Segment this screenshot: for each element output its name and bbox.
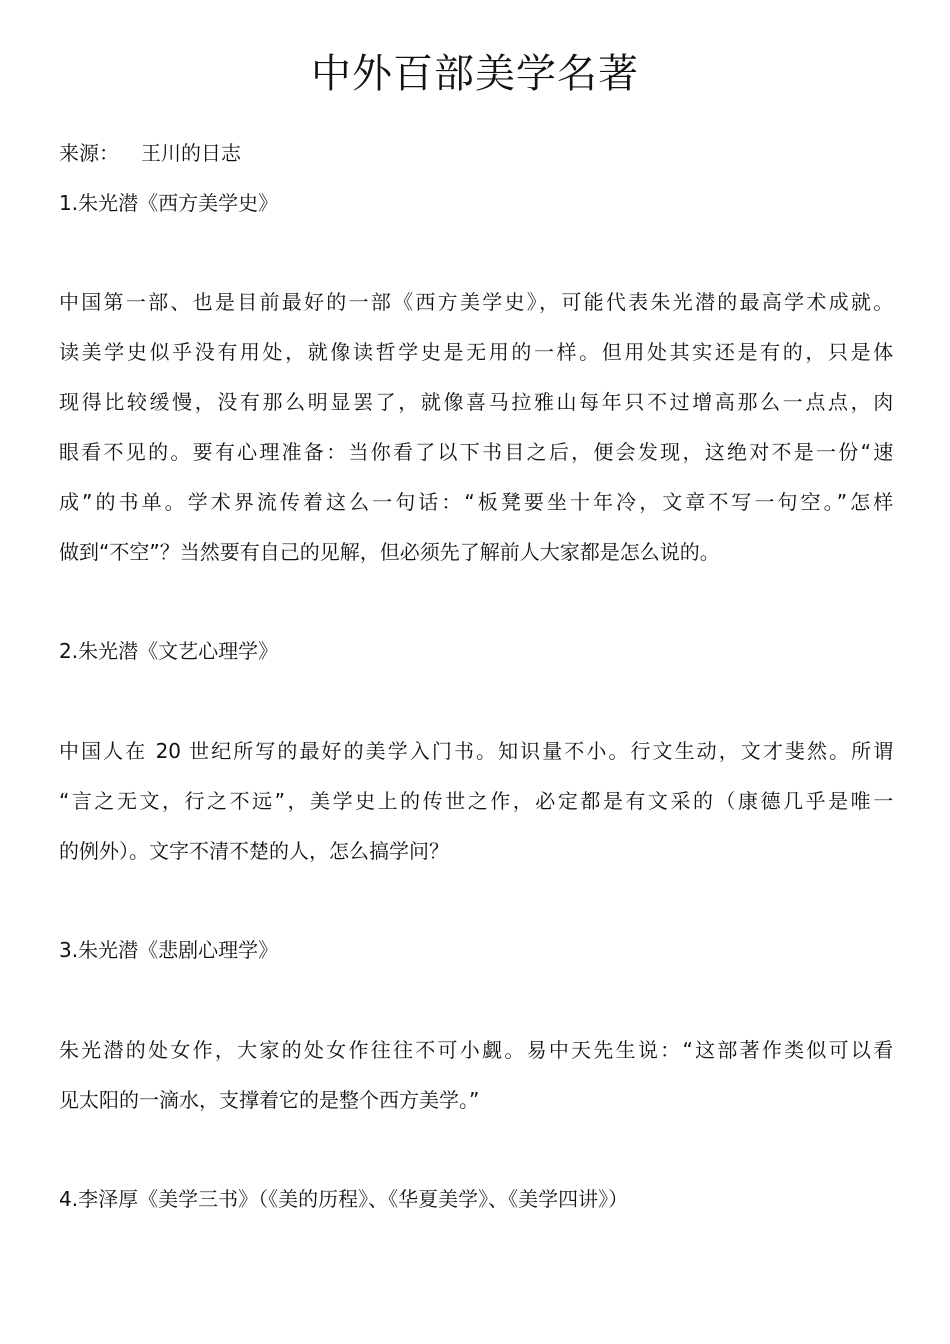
section-1-line-1: 中国第一部、也是目前最好的一部《西方美学史》，可能代表朱光潜的最高学术成就。 (59, 290, 893, 314)
section-1-line-5: 成”的书单。学术界流传着这么一句话：“板凳要坐十年冷，文章不写一句空。”怎样 (59, 490, 893, 514)
section-3-line-2: 见太阳的一滴水，支撑着它的是整个西方美学。” (59, 1088, 480, 1112)
section-3-line-1: 朱光潜的处女作，大家的处女作往往不可小觑。易中天先生说：“这部著作类似可以看 (59, 1038, 893, 1062)
source-label: 来源： (59, 141, 119, 165)
section-2-line-1: 中国人在 20 世纪所写的最好的美学入门书。知识量不小。行文生动，文才斐然。所谓 (59, 739, 893, 763)
section-1-line-4: 眼看不见的。要有心理准备：当你看了以下书目之后，便会发现，这绝对不是一份“速 (59, 440, 893, 464)
section-heading-1: 1.朱光潜《西方美学史》 (59, 191, 279, 215)
document-title: 中外百部美学名著 (311, 51, 639, 97)
section-2-line-3: 的例外）。文字不清不楚的人，怎么搞学问？ (59, 839, 449, 863)
source-value: 王川的日志 (141, 141, 241, 165)
section-heading-3: 3.朱光潜《悲剧心理学》 (59, 938, 279, 962)
section-1-line-6: 做到“不空”？当然要有自己的见解，但必须先了解前人大家都是怎么说的。 (59, 540, 720, 564)
section-1-line-2: 读美学史似乎没有用处，就像读哲学史是无用的一样。但用处其实还是有的，只是体 (59, 340, 893, 364)
section-1-line-3: 现得比较缓慢，没有那么明显罢了，就像喜马拉雅山每年只不过增高那么一点点，肉 (59, 390, 893, 414)
section-heading-2: 2.朱光潜《文艺心理学》 (59, 639, 279, 663)
source-line (59, 139, 893, 167)
section-2-line-2: “言之无文，行之不远”，美学史上的传世之作，必定都是有文采的（康德几乎是唯一 (59, 789, 893, 813)
section-heading-4: 4.李泽厚《美学三书》（《美的历程》、《华夏美学》、《美学四讲》） (59, 1187, 629, 1211)
